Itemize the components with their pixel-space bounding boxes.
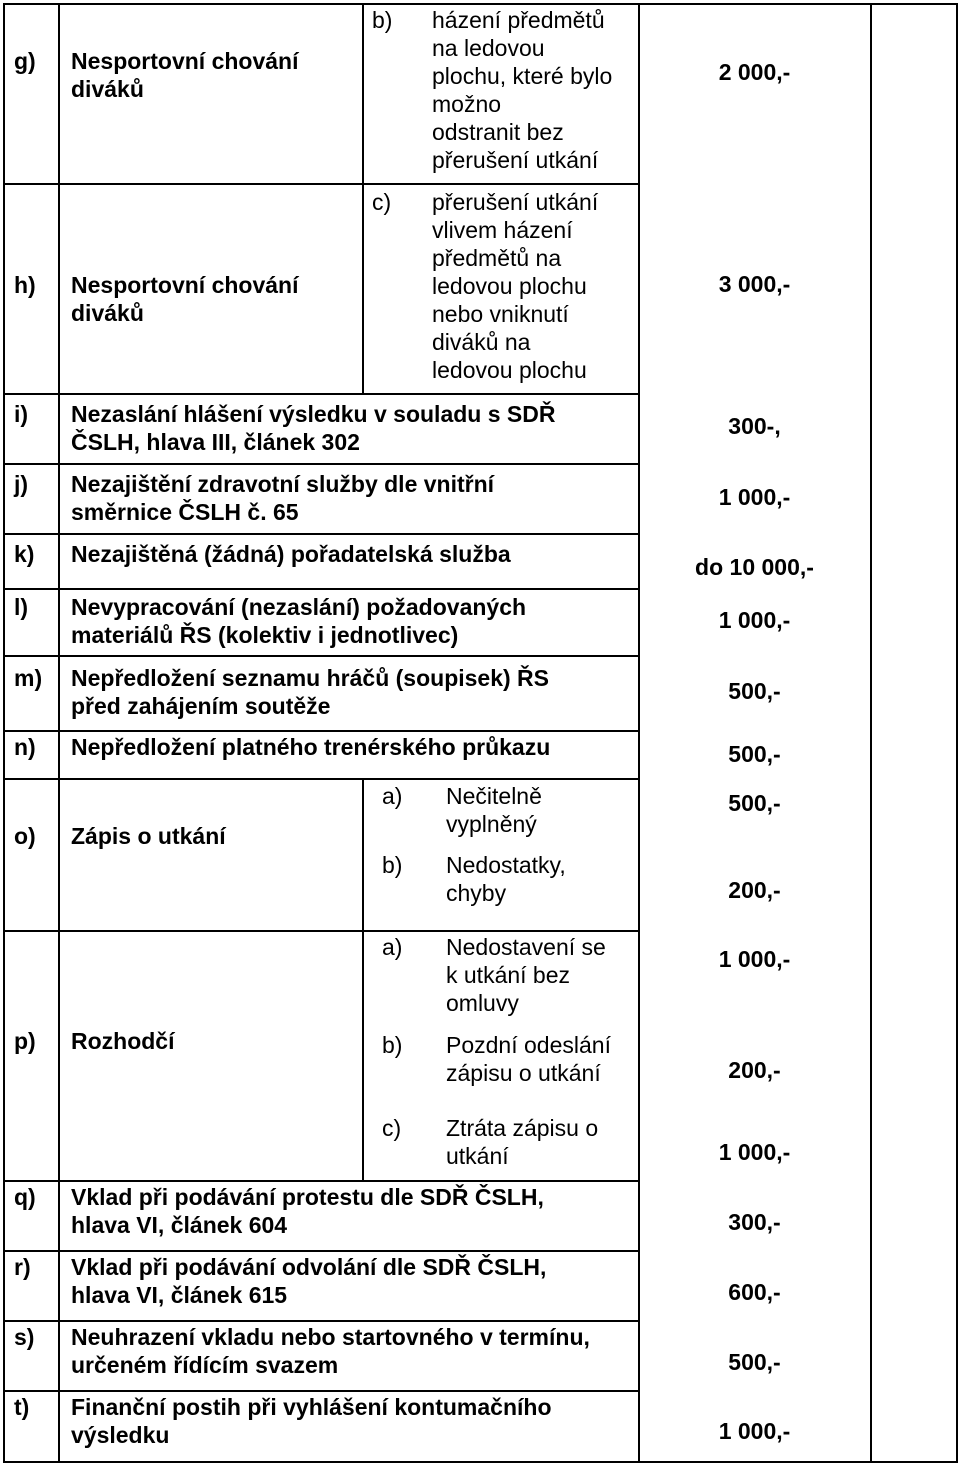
amount: 1 000,- <box>718 607 791 633</box>
row-title: Nevypracování (nezaslání) požadovaných materiálů ŘS (kolektiv i jednotlivec) <box>71 594 527 648</box>
grid-line <box>3 1461 958 1463</box>
grid-line <box>3 730 638 732</box>
amount: 500,- <box>728 1349 781 1375</box>
amount: 300,- <box>728 1209 781 1235</box>
grid-line <box>3 1250 638 1252</box>
amount: 1 000,- <box>718 1139 791 1165</box>
row-title: Nepředložení platného trenérského průkazu <box>71 734 551 760</box>
amount: 1 000,- <box>718 484 791 510</box>
amount: 2 000,- <box>718 59 791 85</box>
grid-line <box>3 463 638 465</box>
grid-line <box>3 1180 638 1182</box>
amount: do 10 000,- <box>695 554 814 580</box>
grid-line <box>3 778 638 780</box>
row-title: Vklad při podávání odvolání dle SDŘ ČSLH, hlava VI, článek 615 <box>71 1254 547 1308</box>
row-letter: h) <box>14 272 36 298</box>
row-title: Nesportovní chování diváků <box>71 272 299 326</box>
grid-line <box>3 533 638 535</box>
sub-text: Pozdní odeslání zápisu o utkání <box>446 1032 611 1086</box>
grid-line <box>3 1320 638 1322</box>
amount: 3 000,- <box>718 271 791 297</box>
row-title: Rozhodčí <box>71 1028 175 1054</box>
amount: 500,- <box>728 741 781 767</box>
grid-line <box>362 780 364 1180</box>
sub-letter: a) <box>382 783 403 809</box>
grid-line <box>3 393 638 395</box>
row-title: Vklad při podávání protestu dle SDŘ ČSLH, hlava VI, článek 604 <box>71 1184 544 1238</box>
row-letter: g) <box>14 48 36 74</box>
amount: 1 000,- <box>718 946 791 972</box>
row-title: Nepředložení seznamu hráčů (soupisek) ŘS před zahájením soutěže <box>71 665 550 719</box>
amount: 1 000,- <box>718 1418 791 1444</box>
row-letter: l) <box>14 594 29 620</box>
grid-line <box>3 3 5 1463</box>
grid-line <box>3 655 638 657</box>
grid-line <box>870 3 872 1463</box>
sub-text: Ztráta zápisu o utkání <box>446 1115 599 1169</box>
row-title: Nezajištění zdravotní služby dle vnitřní směrnice ČSLH č. 65 <box>71 471 495 525</box>
sub-text: Nedostavení se k utkání bez omluvy <box>446 934 606 1016</box>
amount: 200,- <box>728 877 781 903</box>
row-letter: p) <box>14 1028 36 1054</box>
row-letter: q) <box>14 1184 36 1210</box>
sub-text: Nedostatky, chyby <box>446 852 566 906</box>
row-letter: o) <box>14 823 36 849</box>
sub-letter: b) <box>372 7 393 33</box>
sub-text: Nečitelně vyplněný <box>446 783 542 837</box>
grid-line <box>3 3 958 5</box>
grid-line <box>3 1390 638 1392</box>
grid-line <box>362 3 364 395</box>
sub-text: házení předmětů na ledovou plochu, které bylo možno odstranit bez přerušení utkání <box>432 7 613 173</box>
row-letter: n) <box>14 734 36 760</box>
row-letter: j) <box>14 471 29 497</box>
amount: 300-, <box>728 413 781 439</box>
amount: 600,- <box>728 1279 781 1305</box>
sub-letter: c) <box>372 189 392 215</box>
row-letter: m) <box>14 665 43 691</box>
row-title: Nezajištěná (žádná) pořadatelská služba <box>71 541 511 567</box>
amount: 200,- <box>728 1057 781 1083</box>
sub-letter: c) <box>382 1115 402 1141</box>
grid-line <box>3 588 638 590</box>
sub-letter: a) <box>382 934 403 960</box>
row-title: Nezaslání hlášení výsledku v souladu s SDŘ ČSLH, hlava III, článek 302 <box>71 401 556 455</box>
row-title: Finanční postih při vyhlášení kontumačního výsledku <box>71 1394 552 1448</box>
row-title: Zápis o utkání <box>71 823 226 849</box>
row-title: Nesportovní chování diváků <box>71 48 299 102</box>
row-letter: i) <box>14 401 29 427</box>
sub-letter: b) <box>382 852 403 878</box>
row-letter: t) <box>14 1394 30 1420</box>
grid-line <box>3 183 638 185</box>
row-letter: s) <box>14 1324 35 1350</box>
grid-line <box>3 930 638 932</box>
grid-line <box>956 3 958 1463</box>
row-letter: r) <box>14 1254 31 1280</box>
amount: 500,- <box>728 790 781 816</box>
grid-line <box>638 3 640 1463</box>
row-title: Neuhrazení vkladu nebo startovného v termínu, určeném řídícím svazem <box>71 1324 590 1378</box>
sub-letter: b) <box>382 1032 403 1058</box>
row-letter: k) <box>14 541 35 567</box>
grid-line <box>58 3 60 1463</box>
amount: 500,- <box>728 678 781 704</box>
sub-text: přerušení utkání vlivem házení předmětů na ledovou plochu nebo vniknutí diváků na ledovou plochu <box>432 189 599 383</box>
